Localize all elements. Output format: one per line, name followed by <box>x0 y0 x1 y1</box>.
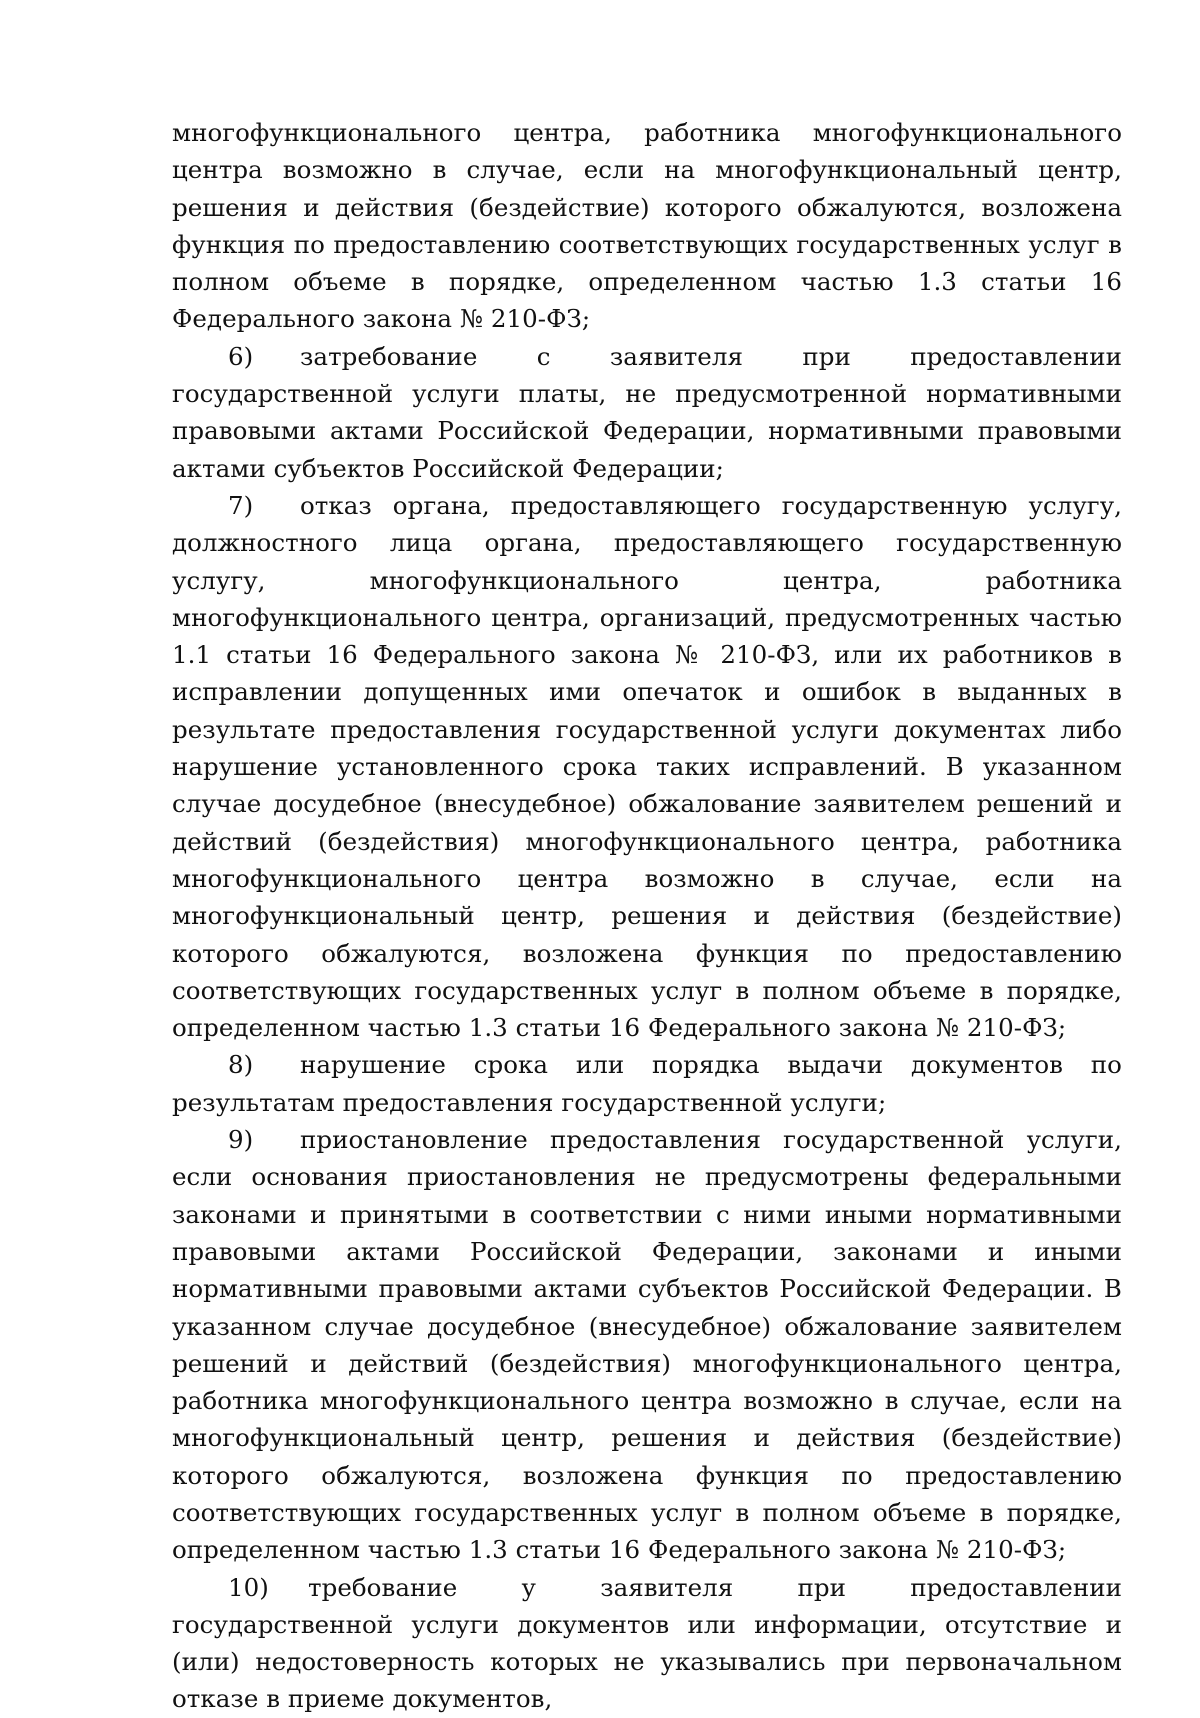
list-item-text: приостановление предоставления государственной услуги, если основания приостановления не предусмотрены федеральными законами и принятыми в соответствии с ними иными нормативными правовыми актами Российской Федерации, законами и иными нормативными правовыми актами субъектов Российской Федерации. В указанном случае досудебное (внесудебное) обжалование заявителем решений и действий (бездействия) многофункционального центра, работника многофункционального центра возможно в случае, если на многофункциональный центр, решения и действия (бездействие) которого обжалуются, возложена функция по предоставлению соответствующих государственных услуг в полном объеме в порядке, определенном частью 1.3 статьи 16 Федерального закона № 210-ФЗ; <box>172 1125 1122 1565</box>
list-item-number: 10) <box>228 1572 269 1602</box>
list-item-number: 7) <box>228 490 254 520</box>
list-item-text: отказ органа, предоставляющего государственную услугу, должностного лица органа, предоставляющего государственную услугу, многофункционального центра, работника многофункционального центра, организаций, предусмотренных частью 1.1 статьи 16 Федерального закона № 210-ФЗ, или их работников в исправлении допущенных ими опечаток и ошибок в выданных в результате предоставления государственной услуги документах либо нарушение установленного срока таких исправлений. В указанном случае досудебное (внесудебное) обжалование заявителем решений и действий (бездействия) многофункционального центра, работника многофункционального центра возможно в случае, если на многофункциональный центр, решения и действия (бездействие) которого обжалуются, возложена функция по предоставлению соответствующих государственных услуг в полном объеме в порядке, определенном частью 1.3 статьи 16 Федерального закона № 210-ФЗ; <box>172 490 1122 1043</box>
continuation-paragraph: многофункционального центра, работника многофункционального центра возможно в случае, если на многофункциональный центр, решения и действия (бездействие) которого обжалуются, возложена функция по предоставлению соответствующих государственных услуг в полном объеме в порядке, определенном частью 1.3 статьи 16 Федерального закона № 210-ФЗ; <box>172 118 1122 334</box>
list-item-number: 8) <box>228 1050 254 1080</box>
list-item-number: 9) <box>228 1125 254 1155</box>
list-item-9 <box>172 1121 1122 1569</box>
list-item-8 <box>172 1046 1122 1121</box>
list-item-10 <box>172 1569 1122 1718</box>
list-item-6 <box>172 338 1122 487</box>
list-item-text: требование у заявителя при предоставлении государственной услуги документов или информации, отсутствие и (или) недостоверность которых не указывались при первоначальном отказе в приеме документов, <box>172 1572 1122 1714</box>
list-item-7 <box>172 487 1122 1046</box>
list-item-number: 6) <box>228 341 254 371</box>
list-item-text: нарушение срока или порядка выдачи документов по результатам предоставления государственной услуги; <box>172 1050 1122 1117</box>
document-body <box>172 114 1122 1718</box>
list-item-text: затребование с заявителя при предоставлении государственной услуги платы, не предусмотренной нормативными правовыми актами Российской Федерации, нормативными правовыми актами субъектов Российской Федерации; <box>172 341 1122 483</box>
